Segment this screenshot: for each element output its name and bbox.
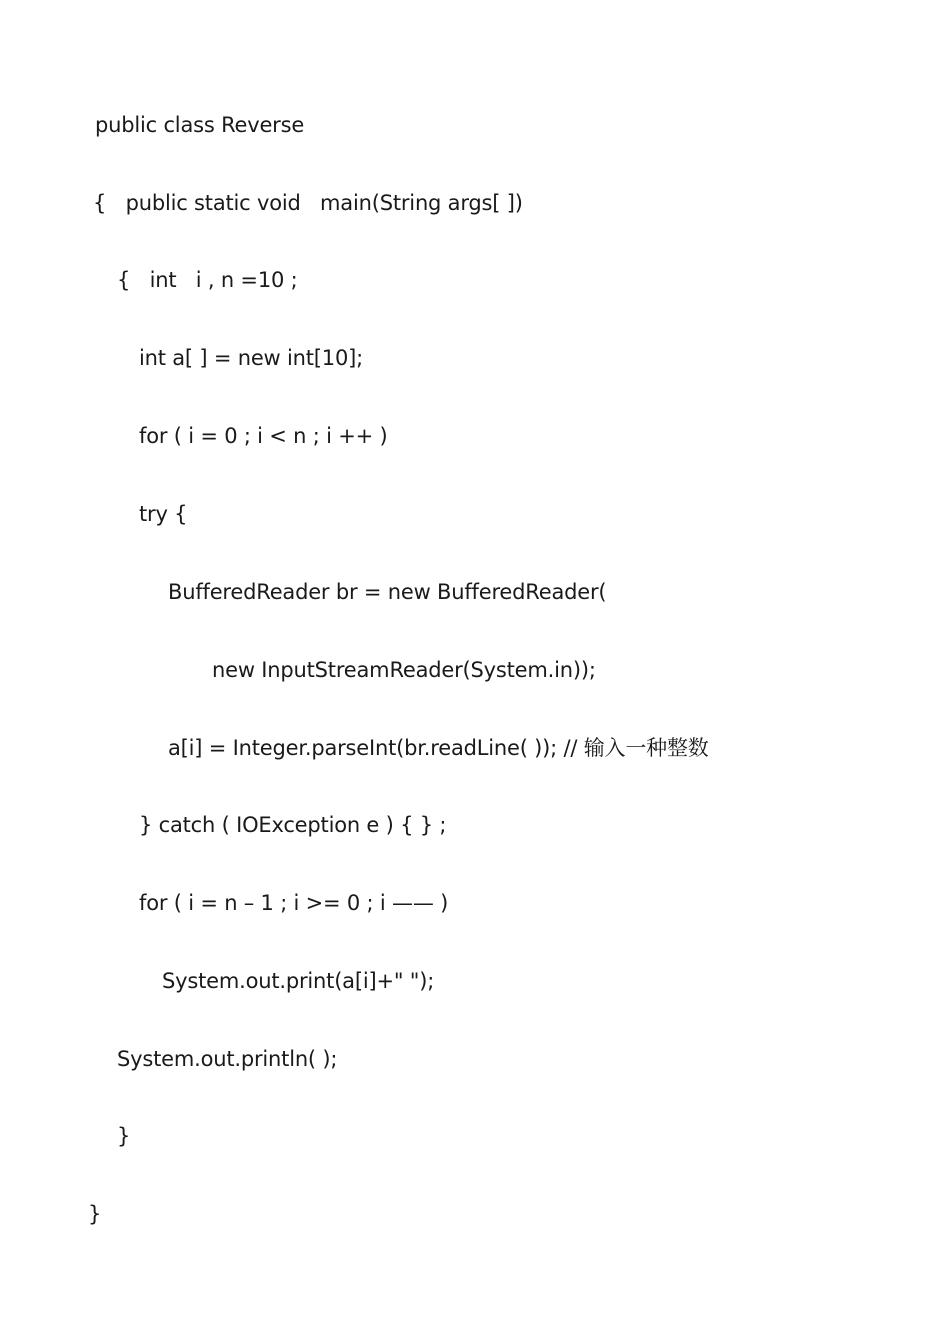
code-line-for-loop-input: for ( i = 0 ; i < n ; i ++ ) (139, 424, 388, 448)
code-line-array-declaration: int a[ ] = new int[10]; (139, 346, 363, 370)
code-line-variable-declaration: { int i , n =10 ; (117, 268, 298, 292)
code-line-for-loop-reverse: for ( i = n – 1 ; i >= 0 ; i —— ) (139, 891, 449, 915)
code-line-println: System.out.println( ); (117, 1047, 338, 1071)
code-line-try-open: try { (139, 502, 188, 526)
code-line-catch: } catch ( IOException e ) { } ; (139, 813, 447, 837)
code-line-class-declaration: public class Reverse (95, 113, 305, 137)
code-line-parse-int: a[i] = Integer.parseInt(br.readLine( )); // 输入一种整数 (168, 736, 709, 760)
code-line-print: System.out.print(a[i]+" "); (162, 969, 435, 993)
code-line-method-close: } (117, 1124, 131, 1148)
code-line-buffered-reader: BufferedReader br = new BufferedReader( (168, 580, 607, 604)
code-line-input-stream-reader: new InputStreamReader(System.in)); (212, 658, 596, 682)
code-line-class-close: } (88, 1202, 102, 1226)
code-line-main-method: { public static void main(String args[ ]) (93, 191, 523, 215)
